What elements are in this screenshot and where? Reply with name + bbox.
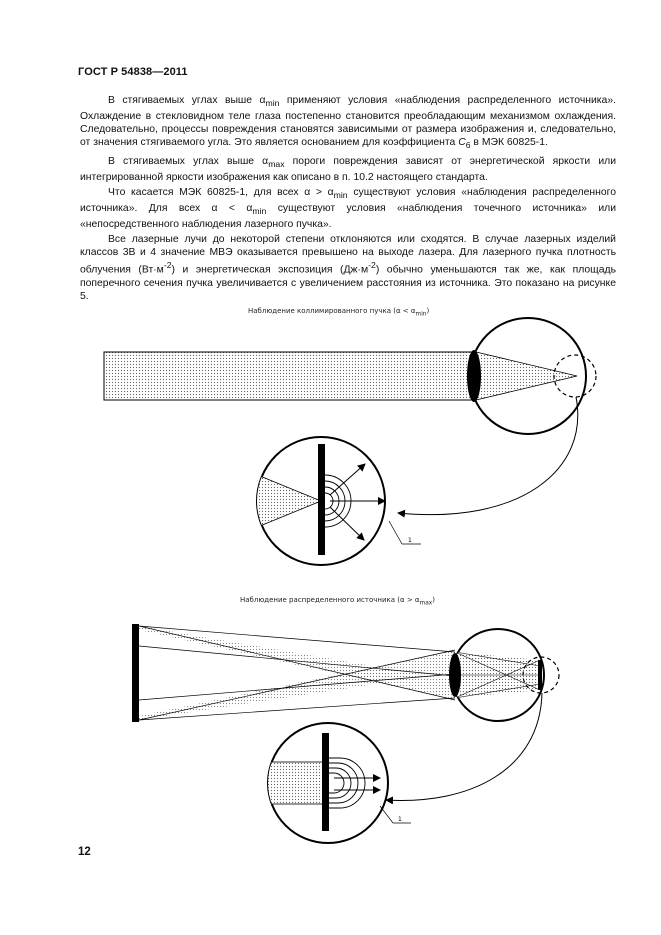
retina-image [538, 660, 542, 690]
collimated-beam-figure [104, 318, 596, 565]
eye-lens-2 [449, 653, 461, 697]
page-number: 12 [78, 846, 91, 858]
paragraph-1: В стягиваемых углах выше $\alpha_{min}$ применяют условия «наблюдения распределенного источника». Охлаждение в стекловидном теле глаза постепенно становится преобладающим механизмом охлаждения. Следовательно, процессы повреждения становятся зависимыми от размера изображения и, следовательно, от значения стягиваемого угла. Это является основанием для коэффициента $C_6$ в МЭК 60825-1. [80, 95, 616, 151]
collimated-beam [104, 352, 476, 400]
figure1-title: Наблюдение коллимированного пучка $(\alpha < \alpha_{min})$ [248, 307, 430, 318]
paragraph-3: Что касается МЭК 60825-1, для всех $\alpha > \alpha_{min}$ существуют условия «наблюдения распределенного источника». Для всех $\alpha < \alpha_{min}$ существуют условия «наблюдения точечного источника» или «непосредственного наблюдения лазерного пучка». [80, 186, 616, 231]
retina-wall-2 [322, 733, 329, 831]
extended-source-figure [132, 624, 559, 843]
eye-lens [467, 350, 481, 402]
extended-source [132, 624, 139, 722]
callout-leader-2 [380, 806, 393, 823]
callout-label-1: 1 [408, 537, 412, 544]
detail-beam [265, 762, 325, 804]
retina-wall [318, 444, 325, 555]
paragraph-2: В стягиваемых углах выше $\alpha_{max}$ пороги повреждения зависят от энергетической яркости или интегрированной яркости изображения как описано в п. 10.2 настоящего стандарта. [80, 155, 616, 183]
eye-internal-rays [455, 652, 540, 698]
document-code: ГОСТ Р 54838—2011 [78, 66, 188, 78]
figure2-title: Наблюдение распределенного источника $(\alpha > \alpha_{max})$ [240, 596, 435, 607]
callout-label-2: 1 [398, 816, 402, 823]
callout-leader-1 [389, 521, 402, 544]
paragraph-4: Все лазерные лучи до некоторой степени отклоняются или сходятся. В случае лазерных изделий классов 3B и 4 значение МВЭ оказывается превышено на выходе лазера. Для лазерного пучка плотность облучения $(Вт\cdot м^{-2})$ и энергетическая экспозиция $(Дж\cdot м^{-2})$ обычно уменьшаются так же, как площадь поперечного сечения пучка увеличивается с увеличением расстояния из источника. Это показано на рисунке 5. [80, 234, 616, 303]
